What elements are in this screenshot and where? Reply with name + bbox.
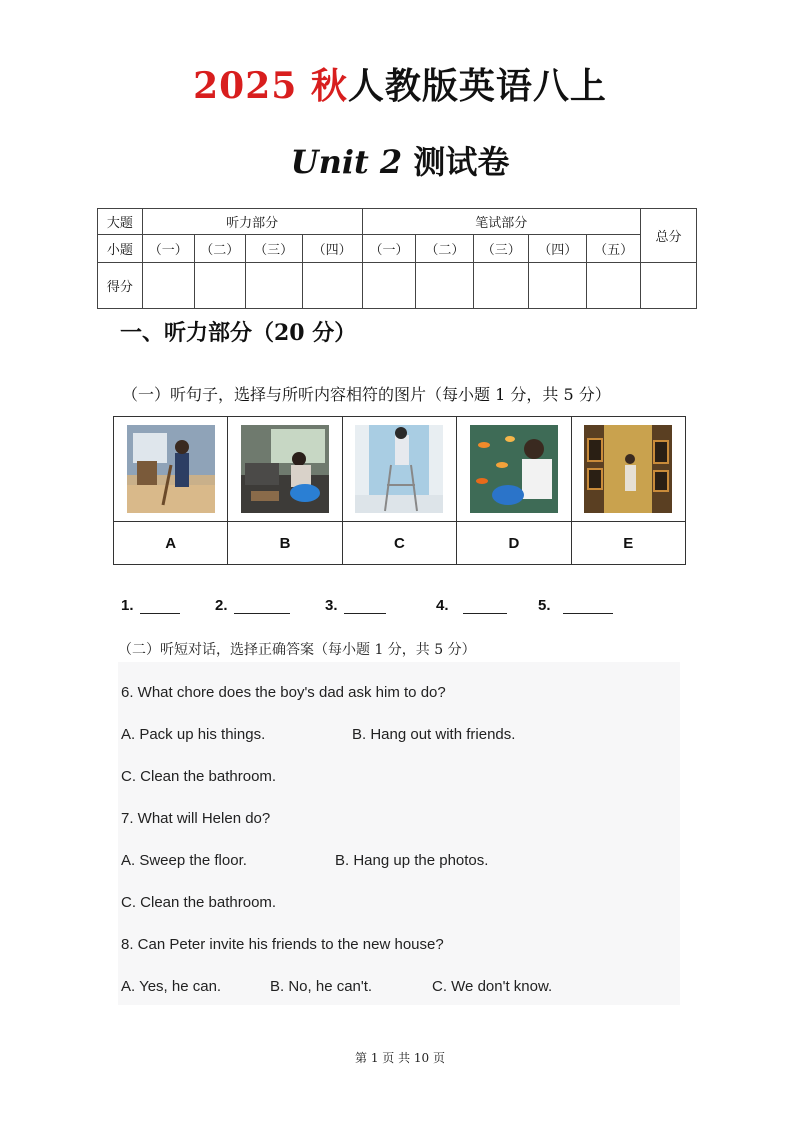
child-sweeping-image <box>127 425 215 513</box>
question-8: 8. Can Peter invite his friends to the new house? <box>121 936 444 953</box>
score-cell[interactable] <box>587 263 641 309</box>
picture-cell <box>114 417 228 522</box>
section-title: 一、听力部分（20 分） <box>120 320 357 346</box>
answer-blank-2[interactable]: 2. <box>215 597 290 614</box>
picture-label: A <box>114 522 228 565</box>
picture-cell <box>457 417 571 522</box>
question-7-option-b[interactable]: B. Hang up the photos. <box>335 852 489 869</box>
writing-part: （四） <box>529 235 587 263</box>
answer-blank-1[interactable]: 1. <box>121 597 180 614</box>
picture-cell <box>228 417 342 522</box>
picture-table <box>113 416 686 565</box>
fish-pond-image <box>470 425 558 513</box>
score-cell[interactable] <box>194 263 245 309</box>
answer-blank-4[interactable]: 4. <box>436 597 507 614</box>
writing-part: （三） <box>474 235 529 263</box>
hanging-photos-image <box>584 425 672 513</box>
row-label-section: 大题 <box>98 209 143 235</box>
unit-number: Unit 2 <box>290 143 403 181</box>
picture-label: E <box>571 522 685 565</box>
document-title <box>0 58 800 109</box>
picture-label: B <box>228 522 342 565</box>
score-table <box>97 208 697 309</box>
picture-label: D <box>457 522 571 565</box>
writing-header: 笔试部分 <box>362 209 641 235</box>
question-7: 7. What will Helen do? <box>121 810 271 827</box>
listening-header: 听力部分 <box>142 209 362 235</box>
score-cell[interactable] <box>474 263 529 309</box>
question-6-option-a[interactable]: A. Pack up his things. <box>121 726 266 743</box>
question-7-option-c[interactable]: C. Clean the bathroom. <box>121 894 277 911</box>
picture-label: C <box>342 522 456 565</box>
page-footer: 第 1 页 共 10 页 <box>355 1051 445 1065</box>
score-cell[interactable] <box>302 263 362 309</box>
writing-part: （二） <box>416 235 474 263</box>
total-header: 总分 <box>641 209 697 263</box>
part2-instructions: （二）听短对话，选择正确答案（每小题 1 分，共 5 分） <box>118 642 476 658</box>
window-cleaning-image <box>355 425 443 513</box>
question-8-option-b[interactable]: B. No, he can't. <box>270 978 373 995</box>
score-cell[interactable] <box>641 263 697 309</box>
score-cell[interactable] <box>529 263 587 309</box>
writing-part: （一） <box>362 235 416 263</box>
picture-cell <box>571 417 685 522</box>
answer-blank-3[interactable]: 3. <box>325 597 386 614</box>
listening-part: （一） <box>142 235 194 263</box>
listening-part: （四） <box>302 235 362 263</box>
question-6-option-c[interactable]: C. Clean the bathroom. <box>121 768 277 785</box>
title-text: 人教版英语八上 <box>347 65 607 107</box>
cleaning-living-room-image <box>241 425 329 513</box>
score-cell[interactable] <box>362 263 416 309</box>
part1-instructions: （一）听句子，选择与所听内容相符的图片（每小题 1 分，共 5 分） <box>122 385 611 404</box>
writing-part: （五） <box>587 235 641 263</box>
unit-title <box>0 137 800 183</box>
row-label-score: 得分 <box>98 263 143 309</box>
listening-part: （三） <box>245 235 302 263</box>
score-cell[interactable] <box>416 263 474 309</box>
row-label-subsection: 小题 <box>98 235 143 263</box>
unit-test-label: 测试卷 <box>413 143 510 181</box>
score-cell[interactable] <box>245 263 302 309</box>
question-6: 6. What chore does the boy's dad ask him to do? <box>121 684 446 701</box>
score-cell[interactable] <box>142 263 194 309</box>
questions-panel <box>118 662 680 1005</box>
question-8-option-c[interactable]: C. We don't know. <box>432 978 553 995</box>
question-6-option-b[interactable]: B. Hang out with friends. <box>352 726 516 743</box>
question-7-option-a[interactable]: A. Sweep the floor. <box>121 852 247 869</box>
picture-cell <box>342 417 456 522</box>
listening-part: （二） <box>194 235 245 263</box>
question-8-option-a[interactable]: A. Yes, he can. <box>121 978 222 995</box>
title-year: 2025 秋 <box>193 65 348 107</box>
answer-blank-5[interactable]: 5. <box>538 597 613 614</box>
